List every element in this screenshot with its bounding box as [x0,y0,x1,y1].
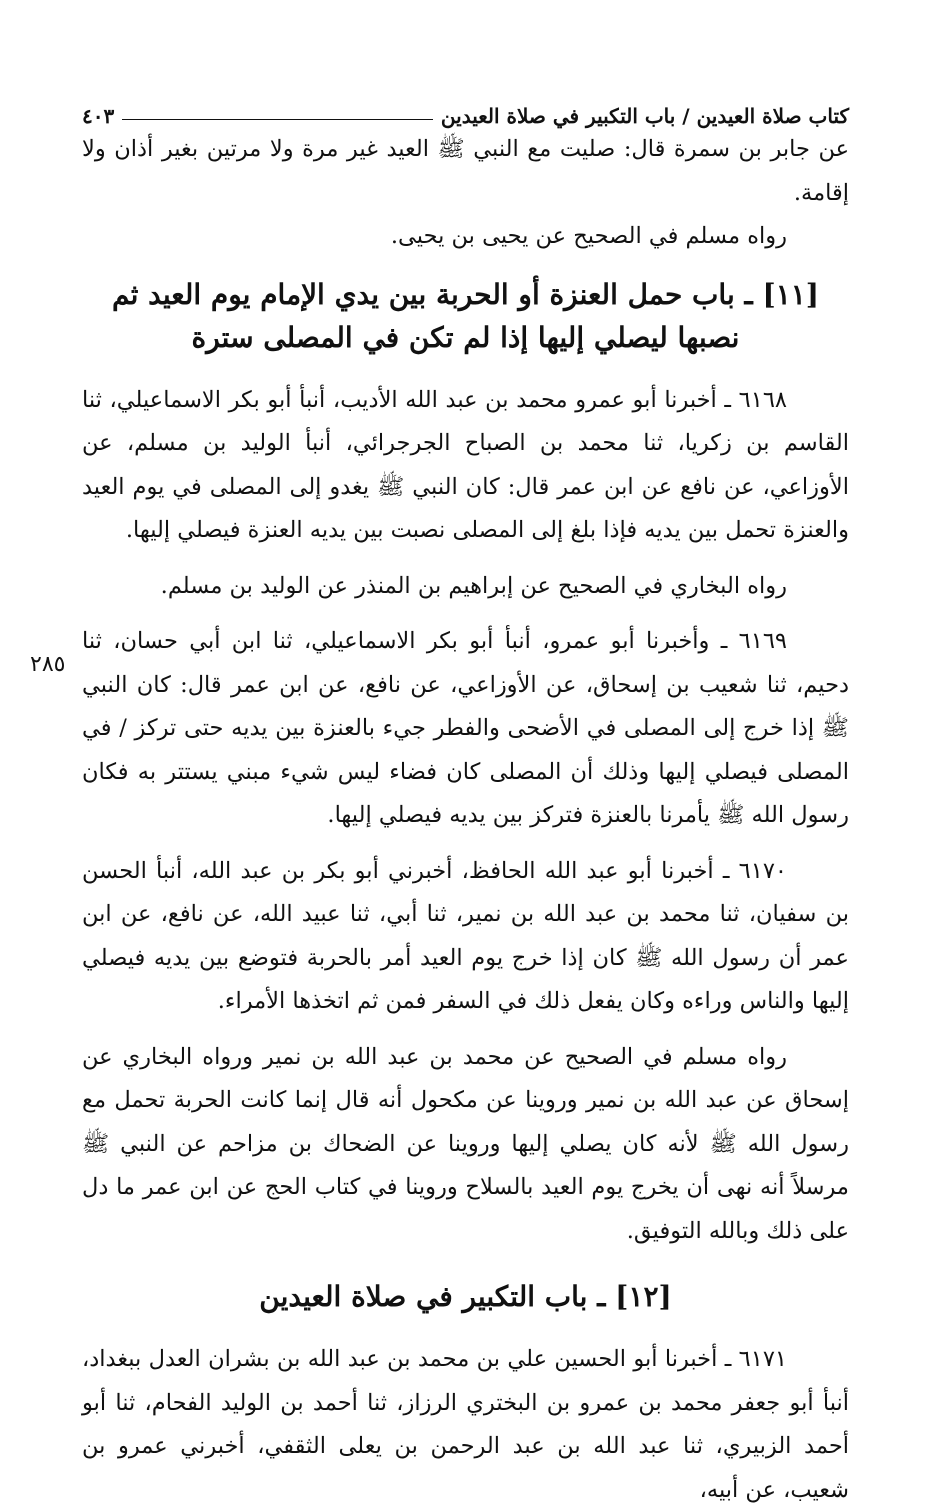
narration-note: رواه البخاري في الصحيح عن إبراهيم بن المنذر عن الوليد بن مسلم. [160,572,787,599]
hadith-6170: ٦١٧٠ ـ أخبرنا أبو عبد الله الحافظ، أخبرني أبو بكر بن عبد الله، أنبأ الحسن بن سفيان، ثنا محمد بن عبد الله بن نمير، ثنا أبي، ثنا عبيد الله، عن نافع، عن ابن عمر أن رسول الله ﷺ كان إذا خرج يوم العيد أمر بالحربة فتوضع بين يديه فيصلي إليها والناس وراءه وكان يفعل ذلك في السفر فمن ثم اتخذها الأمراء. [82,857,849,1014]
hadith-text: عن جابر بن سمرة قال: صليت مع النبي ﷺ العيد غير مرة ولا مرتين بغير أذان ولا إقامة. [82,136,849,206]
manuscript-folio-marker: ٢٨٥ [30,652,66,677]
hadith-6169: ٦١٦٩ ـ وأخبرنا أبو عمرو، أنبأ أبو بكر الاسماعيلي، ثنا ابن أبي حسان، ثنا دحيم، ثنا شعيب بن إسحاق، عن الأوزاعي، عن نافع، عن ابن عمر قال: كان النبي ﷺ إذا خرج إلى المصلى في الأضحى والفطر جيء بالعنزة بين يديه حتى تركز / في المصلى فيصلي إليها وذلك أن المصلى كان فضاء ليس شيء مبني يستتر به فكان رسول الله ﷺ يأمرنا بالعنزة فتركز بين يديه فيصلي إليها. [82,628,849,828]
hadith-6171: ٦١٧١ ـ أخبرنا أبو الحسين علي بن محمد بن عبد الله بن بشران العدل ببغداد، أنبأ أبو جعفر محمد بن عمرو بن البختري الرزاز، ثنا أحمد بن الوليد الفحام، ثنا أبو أحمد الزبيري، ثنا عبد الله بن عبد الرحمن بن يعلى الثقفي، أخبرني عمرو بن شعيب، عن أبيه، [82,1346,849,1503]
page-body [82,128,849,1512]
hadith-6168: ٦١٦٨ ـ أخبرنا أبو عمرو محمد بن عبد الله الأديب، أنبأ أبو بكر الاسماعيلي، ثنا القاسم بن زكريا، ثنا محمد بن الصباح الجرجرائي، أنبأ الوليد بن مسلم، عن الأوزاعي، عن نافع عن ابن عمر قال: كان النبي ﷺ يغدو إلى المصلى في يوم العيد والعنزة تحمل بين يديه فإذا بلغ إلى المصلى نصبت بين يديه العنزة فيصلي إليها. [82,386,849,543]
page-number: ٤٠٣ [82,104,115,128]
header-rule [122,119,433,120]
running-head-title: كتاب صلاة العيدين / باب التكبير في صلاة العيدين [440,104,849,128]
chapter-heading-11: [١١] ـ باب حمل العنزة أو الحربة بين يدي الإمام يوم العيد ثم نصبها ليصلي إليها إذا لم تكن في المصلى سترة [111,277,820,354]
chapter-heading-12: [١٢] ـ باب التكبير في صلاة العيدين [259,1280,672,1313]
narration-note: رواه مسلم في الصحيح عن محمد بن عبد الله بن نمير ورواه البخاري عن إسحاق عن عبد الله بن نمير وروينا عن مكحول أنه قال إنما كانت الحربة تحمل مع رسول الله ﷺ لأنه كان يصلي إليها وروينا عن الضحاك بن مزاحم عن النبي ﷺ مرسلاً أنه نهى أن يخرج يوم العيد بالسلاح وروينا في كتاب الحج عن ابن عمر ما دل على ذلك وبالله التوفيق. [82,1043,849,1244]
running-head [82,98,849,128]
narration-note: رواه مسلم في الصحيح عن يحيى بن يحيى. [390,223,787,249]
